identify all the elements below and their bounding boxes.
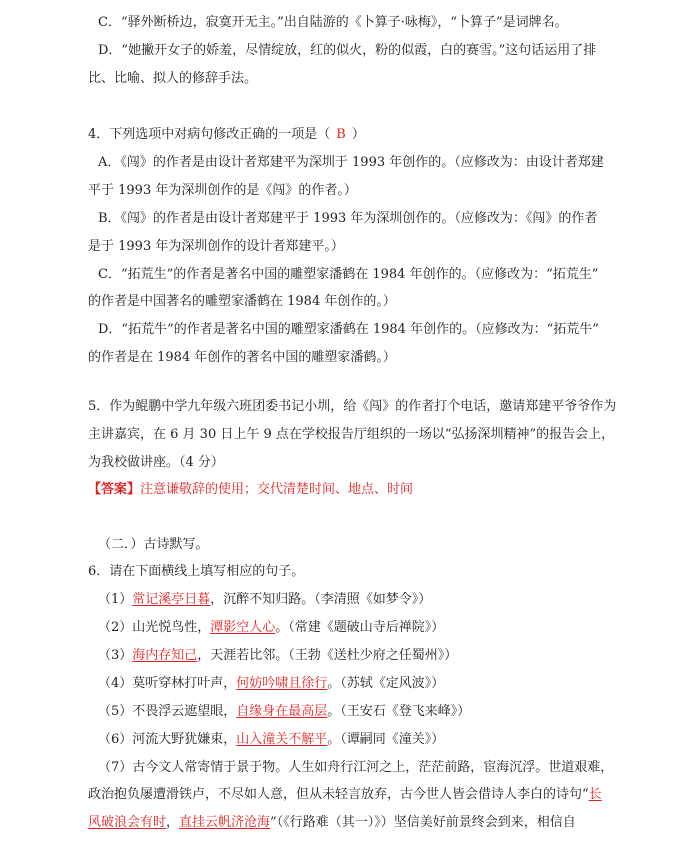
question-5-line-1: 5．作为鲲鹏中学九年级六班团委书记小圳，给《闯》的作者打个电话，邀请郑建平爷爷作为 [88, 399, 617, 414]
question-4-stem [88, 126, 365, 144]
poem-2-suffix: 。（常建《题破山寺后禅院》） [275, 620, 445, 635]
question-4-prefix: 4．下列选项中对病句修改正确的一项是（ [88, 127, 331, 142]
poem-6-prefix: （6）河流大野犹嫌束， [98, 732, 237, 747]
q4-option-c-line-1: C．“拓荒生”的作者是著名中国的雕塑家潘鹤在 1984 年创作的。（应修改为：“拓荒生” [98, 267, 599, 282]
q4-option-b-line-2: 是于 1993 年为深圳创作的设计者郑建平。） [88, 239, 344, 254]
poem-7-answer-1: 风破浪会有时 [88, 815, 167, 830]
poem-4-suffix: 。（苏轼《定风波》） [327, 676, 445, 691]
poem-7-line-3-text: ”（《行路难（其一）》）坚信美好前景终会到来，相信自 [270, 815, 576, 830]
poem-item-7-line-3 [88, 814, 576, 832]
poem-item-2 [98, 619, 444, 637]
poem-item-7-line-1: （7）古今文人常寄情于景于物。人生如舟行江河之上，茫茫前路，宦海沉浮。世道艰难， [98, 760, 614, 775]
q4-option-a-line-2: 平于 1993 年为深圳创作的是《闯》的作者。） [88, 183, 357, 198]
question-5-line-2: 主讲嘉宾，在 6 月 30 日上午 9 点在学校报告厅组织的一场以“弘扬深圳精神”的报告会上， [88, 427, 615, 442]
poem-3-answer: 海内存知己 [132, 648, 198, 663]
poem-7-answer-2: 直挂云帆济沧海 [179, 815, 271, 830]
poem-6-suffix: 。（谭嗣同《潼关》） [327, 732, 445, 747]
poem-4-answer: 何妨吟啸且徐行 [236, 676, 328, 691]
poem-item-7-line-2 [88, 786, 602, 804]
q4-option-d-line-1: D．“拓荒牛”的作者是著名中国的雕塑家潘鹤在 1984 年创作的。（应修改为：“拓荒牛” [98, 322, 599, 337]
section-title: （二．）古诗默写。 [98, 537, 209, 552]
poem-3-suffix: ，天涯若比邻。（王勃《送杜少府之任蜀州》） [197, 648, 458, 663]
option-d-line-1: D．“她撇开女子的娇羞，尽情绽放，红的似火，粉的似霞，白的赛雪。”这句话运用了排 [98, 43, 597, 58]
q4-option-d-line-2: 的作者是在 1984 年创作的著名中国的雕塑家潘鹤。） [88, 350, 396, 365]
poem-2-prefix: （2）山光悦鸟性， [98, 620, 211, 635]
option-d-line-2: 比、比喻、拟人的修辞手法。 [88, 71, 258, 86]
poem-1-answer: 常记溪亭日暮 [132, 592, 211, 607]
poem-item-3 [98, 647, 457, 665]
q4-option-b-line-1: B．《闯》的作者是由设计者郑建平于 1993 年为深圳创作的。（应修改为：《闯》的作者 [98, 211, 598, 226]
poem-item-5 [98, 703, 470, 721]
q4-option-c-line-2: 的作者是中国著名的雕塑家潘鹤在 1984 年创作的。） [88, 294, 396, 309]
poem-item-6 [98, 731, 444, 749]
poem-7-separator: ， [166, 815, 180, 830]
q4-option-a-line-1: A．《闯》的作者是由设计者郑建平为深圳于 1993 年创作的。（应修改为：由设计者郑建 [98, 155, 604, 170]
poem-3-prefix: （3） [98, 648, 133, 663]
poem-7-answer-start: 长 [588, 787, 602, 802]
question-4-suffix: ） [351, 127, 365, 142]
poem-4-prefix: （4）莫听穿林打叶声， [98, 676, 237, 691]
question-5-answer [88, 481, 413, 499]
poem-7-line-2-text: 政治抱负屡遭滑铁卢，不尽如人意，但从未轻言放弃，古今世人皆会借诗人李白的诗句“ [88, 787, 589, 802]
answer-tag: 【答案】 [88, 482, 141, 497]
poem-1-prefix: （1） [98, 592, 133, 607]
option-c-line: C．“驿外断桥边，寂寞开无主。”出自陆游的《卜算子·咏梅》，“卜算子”是词牌名。 [98, 15, 568, 30]
poem-5-suffix: 。（王安石《登飞来峰》） [327, 704, 471, 719]
poem-6-answer: 山入潼关不解平 [236, 732, 328, 747]
answer-text: 注意谦敬辞的使用；交代清楚时间、地点、时间 [140, 482, 414, 497]
question-4-answer: B [336, 127, 346, 142]
poem-item-1 [98, 591, 431, 609]
poem-item-4 [98, 675, 444, 693]
poem-2-answer: 潭影空人心 [210, 620, 276, 635]
question-5-line-3: 为我校做讲座。（4 分） [88, 455, 224, 470]
poem-1-suffix: ，沉醉不知归路。（李清照《如梦令》） [210, 592, 432, 607]
poem-5-prefix: （5）不畏浮云遮望眼， [98, 704, 237, 719]
question-6-stem: 6．请在下面横线上填写相应的句子。 [88, 564, 305, 579]
poem-5-answer: 自缘身在最高层 [236, 704, 328, 719]
